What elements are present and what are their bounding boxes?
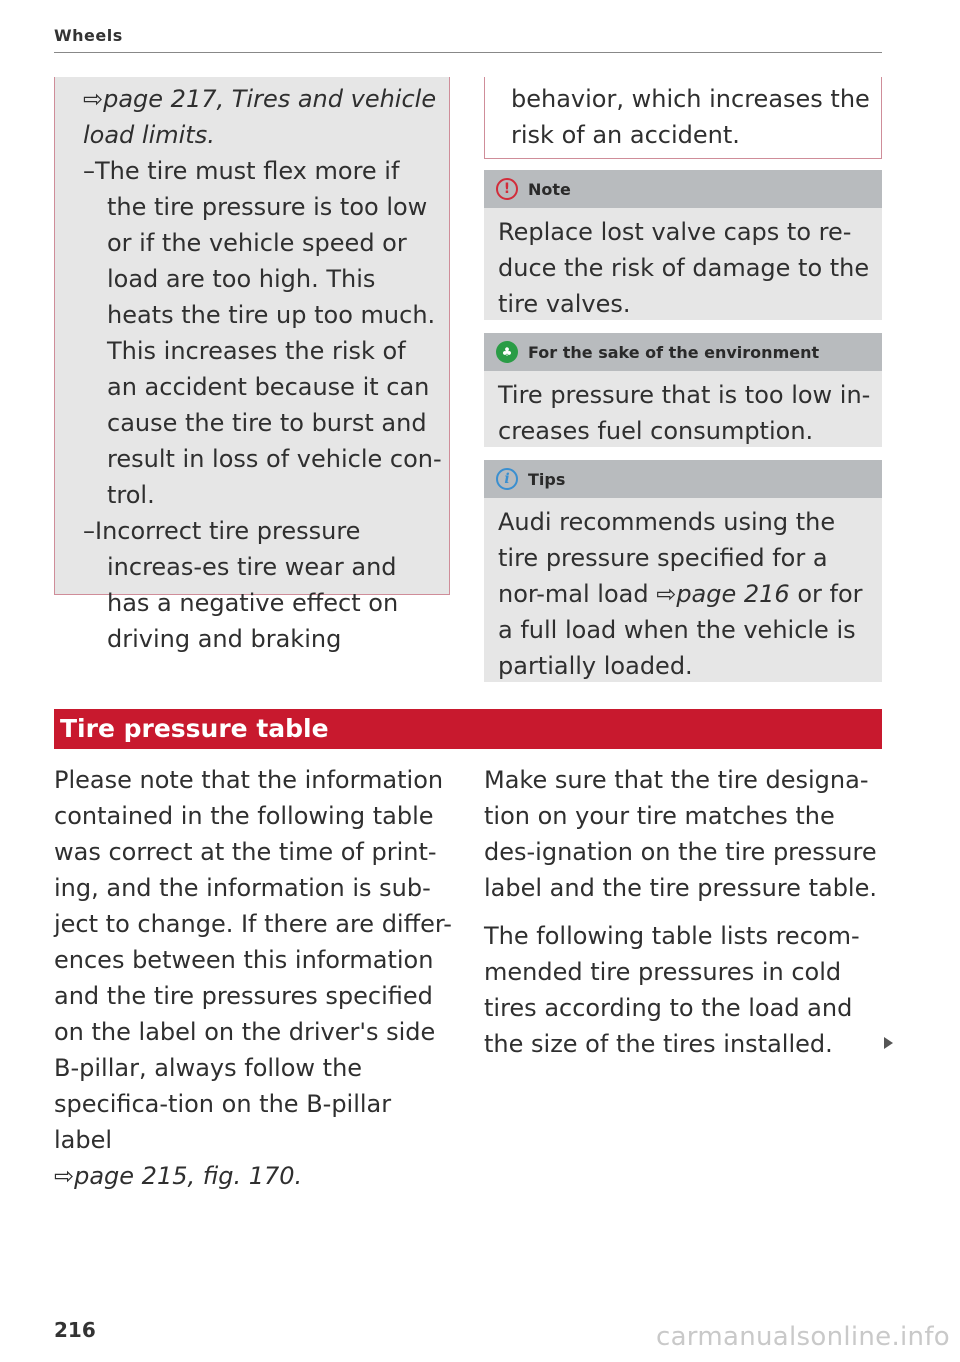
section-title: Tire pressure table: [60, 714, 329, 743]
site-watermark: carmanualsonline.info: [655, 1322, 950, 1352]
tips-text: [484, 498, 882, 684]
warning-reference-line-2: load limits.: [83, 121, 215, 149]
environment-text: Tire pressure that is too low in-creases fuel consumption.: [498, 381, 871, 445]
environment-title: For the sake of the environment: [528, 342, 820, 362]
body-column-right: [484, 762, 882, 1074]
continue-arrow-icon: [884, 1037, 893, 1049]
section-header: Wheels: [54, 26, 123, 45]
note-box: [484, 170, 882, 320]
tips-title: Tips: [528, 469, 566, 489]
tips-header: [484, 460, 882, 498]
tips-page-link[interactable]: ⇨page 216: [656, 580, 790, 608]
tips-text-end: or for a full load when the vehicle is partially loaded.: [498, 580, 863, 680]
body-left-text: Please note that the information contained in the following table was correct at the time of print-ing, and the information is sub-ject to change. If there are differ-ences between this information and the tire pressures specified on the label on the driver's side B-pillar, always follow the specifica-tion on the B-pillar label: [54, 766, 452, 1154]
body-right-paragraph-1: Make sure that the tire designa-tion on your tire matches the des-ignation on the tire pressure label and the tire pressure table.: [484, 766, 877, 902]
exclamation-icon: !: [496, 178, 518, 200]
leaf-icon: ♣: [496, 341, 518, 363]
warning-bullet-1: –The tire must flex more if the tire pressure is too low or if the vehicle speed or load are too high. This heats the tire up too much. This increases the risk of an accident because it can cause the tire to burst and result in loss of vehicle con-trol.: [83, 157, 442, 509]
section-banner: [54, 709, 882, 749]
warning-continuation-text: behavior, which increases the risk of an accident.: [511, 85, 870, 149]
environment-box: [484, 333, 882, 447]
tips-box: [484, 460, 882, 682]
body-right-paragraph-2: The following table lists recom-mended tire pressures in cold tires according to the load and the size of the tires installed.: [484, 922, 860, 1058]
body-left-paragraph: [54, 762, 454, 1194]
warning-box-left: [54, 77, 450, 653]
warning-bullet-2: –Incorrect tire pressure increas-es tire wear and has a negative effect on driving and braking: [83, 517, 399, 653]
body-column-left: [54, 762, 454, 1206]
body-left-page-link[interactable]: ⇨page 215, fig. 170.: [54, 1162, 303, 1190]
environment-header: [484, 333, 882, 371]
warning-box-right: [484, 77, 882, 159]
note-title: Note: [528, 179, 571, 199]
note-header: [484, 170, 882, 208]
info-icon: i: [496, 468, 518, 490]
page-number: 216: [54, 1318, 96, 1342]
warning-reference-line-1[interactable]: ⇨page 217, Tires and vehicle: [83, 85, 437, 113]
tips-text-start: Audi recommends using the tire pressure specified for a nor-mal load: [498, 508, 836, 608]
header-divider: [54, 52, 882, 53]
note-text: Replace lost valve caps to re-duce the risk of damage to the tire valves.: [498, 218, 870, 318]
